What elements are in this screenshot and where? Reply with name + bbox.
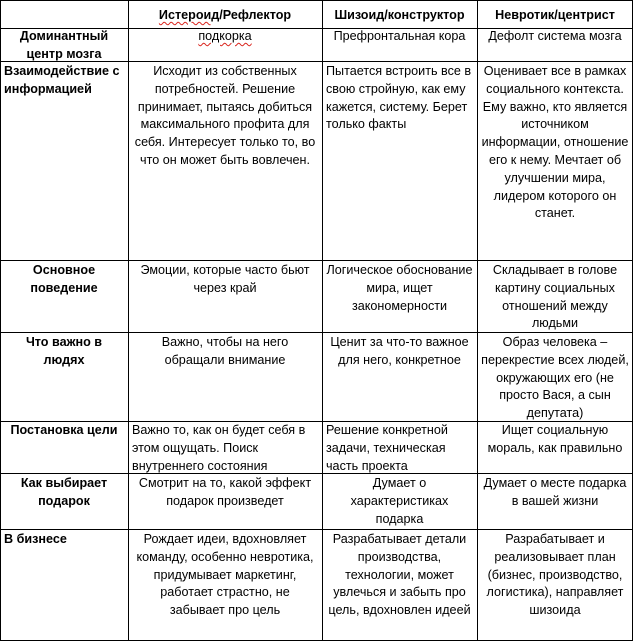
header-col2: Шизоид/конструктор xyxy=(334,8,465,22)
row-cell-col2: Ценит за что-то важное для него, конкретное xyxy=(330,335,469,367)
row-divider xyxy=(0,61,633,62)
row-label: Постановка цели xyxy=(10,423,118,437)
row-divider xyxy=(0,260,633,261)
row-cell-col1: Исходит из собственных потребностей. Решение принимает, пытаясь добиться максимального профита для себя. Интересует только то, во что он может быть вовлечен. xyxy=(134,64,316,167)
row-cell-col3: Дефолт система мозга xyxy=(488,29,622,43)
row-cell-col3: Разрабатывает и реализовывает план (бизнес, производство, логистика), направляет шизоида xyxy=(486,532,624,618)
row-cell-col2: Думает о характеристиках подарка xyxy=(350,476,449,526)
row-cell-col1: Рождает идеи, вдохновляет команду, особенно невротика, придумывает маркетинг, работает страстно, не забывает про цель xyxy=(136,532,314,618)
column-divider xyxy=(128,0,129,641)
row-cell-col2: Префронтальная кора xyxy=(333,29,466,43)
table-border xyxy=(0,0,1,641)
row-divider xyxy=(0,529,633,530)
row-cell-col3: Ищет социальную мораль, как правильно xyxy=(487,423,623,455)
row-divider xyxy=(0,332,633,333)
row-divider xyxy=(0,473,633,474)
row-cell-col3: Образ человека – перекрестие всех людей, окружающих его (не просто Вася, а сын депутата) xyxy=(481,335,629,421)
header-col3: Невротик/центрист xyxy=(495,8,615,22)
row-cell-col3: Думает о месте подарка в вашей жизни xyxy=(483,476,627,508)
row-cell-col2: Решение конкретной задачи, техническая часть проекта xyxy=(326,423,448,473)
row-divider xyxy=(0,28,633,29)
column-divider xyxy=(477,0,478,641)
header-col1-prefix: Истероид xyxy=(158,8,220,22)
row-cell-col1: Важно то, как он будет себя в этом ощущать. Поиск внутреннего состояния xyxy=(132,423,306,473)
row-cell-col3: Складывает в голове картину социальных отношений между людьми xyxy=(492,263,618,331)
row-cell-col1: Эмоции, которые часто бьют через край xyxy=(140,263,310,295)
row-cell-col1: Важно, чтобы на него обращали внимание xyxy=(161,335,289,367)
row-divider xyxy=(0,421,633,422)
header-col1 xyxy=(128,0,322,28)
row-label: Как выбирает подарок xyxy=(20,476,108,508)
row-cell-col2: Логическое обоснование мира, ищет закономерности xyxy=(326,263,473,313)
row-label: В бизнесе xyxy=(4,532,67,546)
row-label: Основное поведение xyxy=(30,263,98,295)
row-cell-col2: Разрабатывает детали производства, технологии, может увлечься и забыть про цель, вдохновлен идеей xyxy=(328,532,471,618)
row-cell-col2: Пытается встроить все в свою стройную, как ему кажется, систему. Берет только факты xyxy=(326,64,472,132)
row-label: Доминантный центр мозга xyxy=(19,29,109,61)
row-cell-col1-text: подкорка xyxy=(198,29,252,43)
row-label: Взаимодействие с информацией xyxy=(4,64,120,96)
row-cell-col3: Оценивает все в рамках социального контекста. Ему важно, кто является источником информации, отношение его к нему. Мечтает об улучшении мира, лидером которого он станет. xyxy=(481,64,629,221)
row-cell-col1: Смотрит на то, какой эффект подарок произведет xyxy=(138,476,312,508)
table-border xyxy=(0,0,633,1)
row-label: Что важно в людях xyxy=(25,335,103,367)
row-cell-col1 xyxy=(128,28,322,61)
column-divider xyxy=(322,0,323,641)
header-col1-suffix: /Рефлектор xyxy=(219,8,292,22)
